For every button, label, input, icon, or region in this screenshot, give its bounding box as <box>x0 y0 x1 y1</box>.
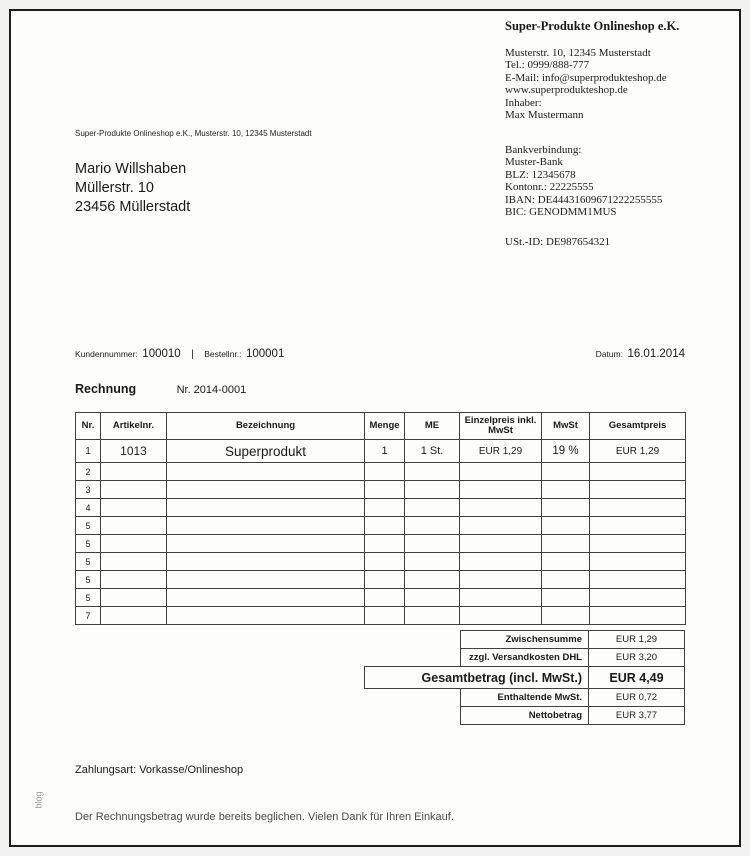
empty-cell <box>101 463 167 481</box>
summary-row-subtotal <box>460 630 685 649</box>
item-row-empty <box>76 571 686 589</box>
item-row <box>76 440 686 463</box>
col-header-nr: Nr. <box>76 413 101 440</box>
subtotal-value: EUR 1,29 <box>589 630 685 649</box>
empty-cell <box>405 481 460 499</box>
empty-cell <box>167 607 365 625</box>
empty-cell <box>460 517 542 535</box>
empty-cell <box>365 463 405 481</box>
empty-cell <box>460 589 542 607</box>
empty-cell <box>590 517 686 535</box>
empty-cell <box>542 481 590 499</box>
shipping-value: EUR 3,20 <box>589 648 685 667</box>
company-name: Super-Produkte Onlineshop e.K. <box>505 19 680 33</box>
cell-nr: 4 <box>76 499 101 517</box>
net-label: Nettobetrag <box>460 706 589 725</box>
recipient-address <box>75 160 190 217</box>
empty-cell <box>365 481 405 499</box>
bank-name: Muster-Bank <box>505 156 563 168</box>
recipient-name: Mario Willshaben <box>75 161 187 177</box>
empty-cell <box>460 463 542 481</box>
vat-label: Enthaltende MwSt. <box>460 688 589 707</box>
customer-number: 100010 <box>142 348 181 360</box>
blog-watermark: blog <box>33 791 44 809</box>
empty-cell <box>542 517 590 535</box>
empty-cell <box>590 571 686 589</box>
empty-cell <box>405 463 460 481</box>
cell-nr: 7 <box>76 607 101 625</box>
item-row-empty <box>76 607 686 625</box>
company-address: Musterstr. 10, 12345 Musterstadt <box>505 46 651 59</box>
empty-cell <box>460 571 542 589</box>
col-header-mwst: MwSt <box>542 413 590 440</box>
empty-cell <box>405 571 460 589</box>
empty-cell <box>365 499 405 517</box>
cell-me: 1 St. <box>405 440 460 463</box>
item-row-empty <box>76 589 686 607</box>
empty-cell <box>590 589 686 607</box>
cell-nr: 5 <box>76 589 101 607</box>
empty-cell <box>405 589 460 607</box>
empty-cell <box>542 571 590 589</box>
item-row-empty <box>76 517 686 535</box>
subtotal-label: Zwischensumme <box>460 630 589 649</box>
cell-nr: 5 <box>76 553 101 571</box>
cell-nr: 5 <box>76 535 101 553</box>
shipping-label: zzgl. Versandkosten DHL <box>460 648 589 667</box>
cell-nr: 2 <box>76 463 101 481</box>
empty-cell <box>365 553 405 571</box>
col-header-einzelpreis: Einzelpreis inkl. MwSt <box>460 413 542 440</box>
customer-order-numbers <box>75 344 284 362</box>
empty-cell <box>167 463 365 481</box>
payment-method: Zahlungsart: Vorkasse/Onlineshop <box>75 764 244 776</box>
cell-gesamtpreis: EUR 1,29 <box>590 440 686 463</box>
sender-return-address: Super-Produkte Onlineshop e.K., Musterstr. 10, 12345 Musterstadt <box>75 129 312 138</box>
empty-cell <box>460 607 542 625</box>
cell-artikelnr: 1013 <box>101 440 167 463</box>
vat-value: EUR 0,72 <box>589 688 685 707</box>
empty-cell <box>590 607 686 625</box>
empty-cell <box>167 481 365 499</box>
empty-cell <box>542 553 590 571</box>
customer-number-label: Kundennummer: <box>75 349 138 359</box>
empty-cell <box>460 553 542 571</box>
empty-cell <box>101 499 167 517</box>
empty-cell <box>590 535 686 553</box>
empty-cell <box>405 607 460 625</box>
cell-einzelpreis: EUR 1,29 <box>460 440 542 463</box>
items-header-row <box>76 413 686 440</box>
summary-row-net <box>460 706 685 725</box>
vat-id: USt.-ID: DE987654321 <box>505 235 611 248</box>
empty-cell <box>590 463 686 481</box>
col-header-gesamtpreis: Gesamtpreis <box>590 413 686 440</box>
company-contact-block <box>505 47 735 122</box>
empty-cell <box>101 481 167 499</box>
items-table <box>75 412 686 625</box>
order-number: 100001 <box>245 348 285 360</box>
cell-nr: 3 <box>76 481 101 499</box>
cell-mwst: 19 % <box>542 440 590 463</box>
empty-cell <box>365 607 405 625</box>
empty-cell <box>167 499 365 517</box>
empty-cell <box>365 535 405 553</box>
invoice-date <box>596 344 685 362</box>
invoice-number: Nr. 2014-0001 <box>176 384 247 396</box>
empty-cell <box>590 499 686 517</box>
invoice-meta-row <box>75 344 685 362</box>
empty-cell <box>405 517 460 535</box>
bank-title: Bankverbindung: <box>505 143 582 156</box>
empty-cell <box>101 589 167 607</box>
summary-row-vat <box>460 688 685 707</box>
order-number-label: Bestellnr.: <box>204 349 242 359</box>
cell-menge: 1 <box>365 440 405 463</box>
bank-bic: BIC: GENODMM1MUS <box>505 206 617 218</box>
empty-cell <box>365 571 405 589</box>
col-header-artikelnr: Artikelnr. <box>101 413 167 440</box>
thank-you-note: Der Rechnungsbetrag wurde bereits beglichen. Vielen Dank für Ihren Einkauf. <box>75 811 454 823</box>
company-header <box>505 20 735 248</box>
meta-separator: | <box>191 349 194 360</box>
item-row-empty <box>76 535 686 553</box>
total-label: Gesamtbetrag (incl. MwSt.) <box>364 666 589 689</box>
empty-cell <box>460 499 542 517</box>
bank-blz: BLZ: 12345678 <box>505 168 576 181</box>
empty-cell <box>101 571 167 589</box>
company-email: E-Mail: info@superprodukteshop.de <box>505 71 667 84</box>
recipient-city: 23456 Müllerstadt <box>75 199 191 215</box>
empty-cell <box>101 607 167 625</box>
empty-cell <box>167 571 365 589</box>
col-header-bezeichnung: Bezeichnung <box>167 413 365 440</box>
item-row-empty <box>76 481 686 499</box>
cell-nr: 5 <box>76 571 101 589</box>
empty-cell <box>101 535 167 553</box>
col-header-menge: Menge <box>365 413 405 440</box>
empty-cell <box>590 481 686 499</box>
summary-row-total <box>364 666 685 689</box>
company-phone: Tel.: 0999/888-777 <box>505 59 590 71</box>
empty-cell <box>365 589 405 607</box>
company-website: www.superprodukteshop.de <box>505 84 628 96</box>
empty-cell <box>460 535 542 553</box>
invoice-title: Rechnung <box>75 382 137 396</box>
empty-cell <box>167 553 365 571</box>
empty-cell <box>542 607 590 625</box>
empty-cell <box>365 517 405 535</box>
item-row-empty <box>76 499 686 517</box>
empty-cell <box>405 535 460 553</box>
bank-iban: IBAN: DE44431609671222255555 <box>505 193 663 206</box>
summary-row-shipping <box>460 648 685 667</box>
empty-cell <box>542 463 590 481</box>
cell-nr: 1 <box>76 440 101 463</box>
empty-cell <box>167 535 365 553</box>
empty-cell <box>167 517 365 535</box>
empty-cell <box>460 481 542 499</box>
bank-account-number: Kontonr.: 22225555 <box>505 181 594 193</box>
empty-cell <box>405 553 460 571</box>
col-header-me: ME <box>405 413 460 440</box>
item-row-empty <box>76 463 686 481</box>
total-value: EUR 4,49 <box>589 666 685 689</box>
empty-cell <box>542 499 590 517</box>
item-row-empty <box>76 553 686 571</box>
empty-cell <box>590 553 686 571</box>
invoice-title-row <box>75 380 246 398</box>
empty-cell <box>101 517 167 535</box>
empty-cell <box>101 553 167 571</box>
cell-bezeichnung: Superprodukt <box>167 440 365 463</box>
company-owner-name: Max Mustermann <box>505 109 584 121</box>
net-value: EUR 3,77 <box>589 706 685 725</box>
empty-cell <box>405 499 460 517</box>
empty-cell <box>542 535 590 553</box>
date-value: 16.01.2014 <box>627 348 685 360</box>
date-label: Datum: <box>595 349 623 359</box>
company-owner-label: Inhaber: <box>505 96 542 109</box>
empty-cell <box>167 589 365 607</box>
bank-details-block <box>505 144 735 219</box>
recipient-street: Müllerstr. 10 <box>75 180 154 196</box>
cell-nr: 5 <box>76 517 101 535</box>
empty-cell <box>542 589 590 607</box>
